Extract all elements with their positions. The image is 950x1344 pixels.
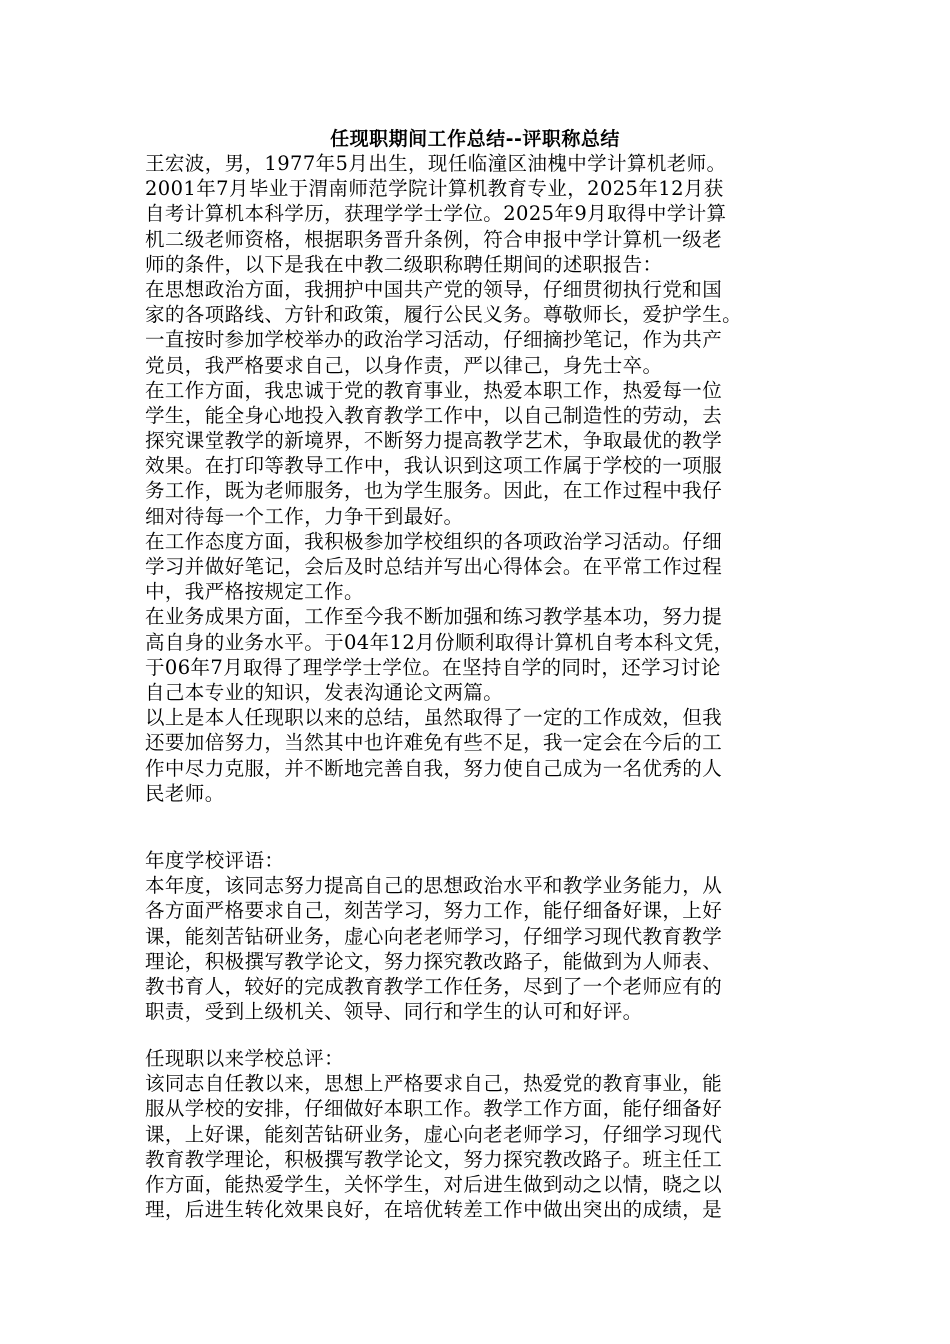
report-line: 民老师。 [145, 781, 225, 805]
report-line: 2001年7月毕业于渭南师范学院计算机教育专业，2025年12月获 [145, 177, 724, 201]
report-line: 在思想政治方面，我拥护中国共产党的领导，仔细贯彻执行党和国 [145, 277, 723, 301]
overall-evaluation-heading: 任现职以来学校总评： [145, 1047, 345, 1070]
report-line: 在工作态度方面，我积极参加学校组织的各项政治学习活动。仔细 [145, 529, 723, 553]
annual-comment-section [145, 848, 810, 1024]
report-line: 中，我严格按规定工作。 [145, 580, 364, 604]
report-line: 自考计算机本科学历，获理学学士学位。2025年9月取得中学计算 [145, 202, 727, 226]
report-line: 以上是本人任现职以来的总结，虽然取得了一定的工作成效，但我 [145, 706, 723, 730]
overall-evaluation-line: 课，上好课，能刻苦钻研业务，虚心向老老师学习，仔细学习现代 [145, 1122, 723, 1146]
report-line: 探究课堂教学的新境界，不断努力提高教学艺术，争取最优的教学 [145, 429, 723, 453]
report-line: 于06年7月取得了理学学士学位。在坚持自学的同时，还学习讨论 [145, 655, 721, 679]
report-line: 机二级老师资格，根据职务晋升条例，符合申报中学计算机一级老 [145, 227, 723, 251]
report-line: 党员，我严格要求自己，以身作责，严以律己，身先士卒。 [145, 353, 663, 377]
annual-comment-line: 各方面严格要求自己，刻苦学习，努力工作，能仔细备好课，上好 [145, 899, 723, 923]
overall-evaluation-section [145, 1046, 810, 1222]
overall-evaluation-line: 理，后进生转化效果良好，在培优转差工作中做出突出的成绩，是 [145, 1198, 723, 1222]
annual-comment-line: 理论，积极撰写教学论文，努力探究教改路子，能做到为人师表、 [145, 949, 723, 973]
report-line: 一直按时参加学校举办的政治学习活动，仔细摘抄笔记，作为共产 [145, 328, 723, 352]
report-line: 高自身的业务水平。于04年12月份顺利取得计算机自考本科文凭， [145, 630, 734, 654]
document-title: 任现职期间工作总结--评职称总结 [330, 128, 620, 150]
annual-comment-line: 课，能刻苦钻研业务，虚心向老老师学习，仔细学习现代教育教学 [145, 924, 723, 948]
report-line: 效果。在打印等教导工作中，我认识到这项工作属于学校的一项服 [145, 454, 723, 478]
report-line: 作中尽力克服，并不断地完善自我，努力使自己成为一名优秀的人 [145, 756, 723, 780]
annual-comment-line: 教书育人，较好的完成教育教学工作任务，尽到了一个老师应有的 [145, 974, 723, 998]
report-line: 细对待每一个工作，力争干到最好。 [145, 504, 464, 528]
annual-comment-line: 职责，受到上级机关、领导、同行和学生的认可和好评。 [145, 1000, 643, 1024]
overall-evaluation-line: 教育教学理论，积极撰写教学论文，努力探究教改路子。班主任工 [145, 1147, 723, 1171]
report-line: 还要加倍努力，当然其中也许难免有些不足，我一定会在今后的工 [145, 731, 723, 755]
report-line: 自己本专业的知识，发表沟通论文两篇。 [145, 680, 504, 704]
overall-evaluation-line: 该同志自任教以来，思想上严格要求自己，热爱党的教育事业，能 [145, 1072, 723, 1096]
report-line: 学习并做好笔记，会后及时总结并写出心得体会。在平常工作过程 [145, 555, 723, 578]
report-line: 在工作方面，我忠诚于党的教育事业，热爱本职工作，热爱每一位 [145, 378, 723, 402]
report-line: 务工作，既为老师服务，也为学生服务。因此，在工作过程中我仔 [145, 479, 723, 503]
overall-evaluation-line: 作方面，能热爱学生，关怀学生，对后进生做到动之以情，晓之以 [145, 1172, 723, 1196]
report-line: 王宏波，男，1977年5月出生，现任临潼区油槐中学计算机老师。 [145, 152, 727, 175]
report-body [145, 151, 810, 806]
report-line: 在业务成果方面，工作至今我不断加强和练习教学基本功，努力提 [145, 605, 723, 629]
annual-comment-line: 本年度，该同志努力提高自己的思想政治水平和教学业务能力，从 [145, 874, 723, 898]
report-line: 家的各项路线、方针和政策，履行公民义务。尊敬师长，爱护学生。 [145, 303, 743, 327]
report-line: 学生，能全身心地投入教育教学工作中，以自己制造性的劳动，去 [145, 403, 723, 427]
report-line: 师的条件，以下是我在中教二级职称聘任期间的述职报告： [145, 252, 663, 276]
overall-evaluation-line: 服从学校的安排，仔细做好本职工作。教学工作方面，能仔细备好 [145, 1097, 723, 1121]
annual-comment-heading: 年度学校评语： [145, 849, 285, 872]
